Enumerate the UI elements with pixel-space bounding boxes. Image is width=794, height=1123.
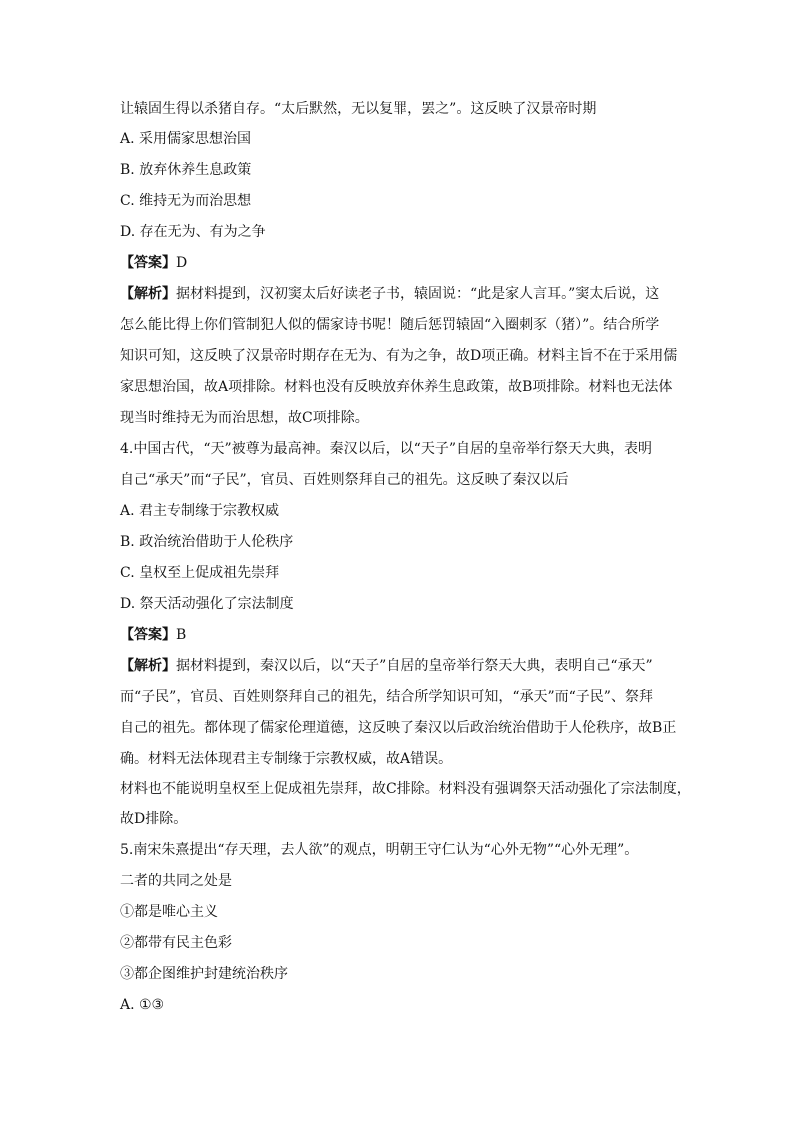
answer-value: D (176, 255, 188, 271)
answer-label: 【答案】 (120, 255, 176, 271)
q5-option-a: A. ①③ (120, 997, 165, 1013)
q4-answer (120, 624, 186, 646)
q3-analysis-line-3: 知识可知，这反映了汉景帝时期存在无为、有为之争，故D项正确。材料主旨不在于采用儒 (120, 348, 678, 364)
q4-stem-line-2: 自己“承天”而“子民”，官员、百姓则祭拜自己的祖先。这反映了秦汉以后 (120, 472, 569, 488)
analysis-text: 据材料提到，汉初窦太后好读老子书，辕固说：“此是家人言耳。”窦太后说，这 (176, 286, 660, 302)
q4-option-a: A. 君主专制缘于宗教权威 (120, 503, 280, 519)
q4-analysis-line-2: 而“子民”，官员、百姓则祭拜自己的祖先，结合所学知识可知，“承天”而“子民”、祭拜 (120, 689, 653, 705)
q5-item-1: ①都是唯心主义 (120, 904, 218, 920)
q4-analysis-extra-1: 材料也不能说明皇权至上促成祖先崇拜，故C排除。材料没有强调祭天活动强化了宗法制度， (120, 781, 691, 797)
q4-analysis-line-4: 确。材料无法体现君主专制缘于宗教权威，故A错误。 (120, 751, 453, 767)
answer-value: B (176, 627, 187, 643)
q3-analysis-line-2: 怎么能比得上你们管制犯人似的儒家诗书呢！随后惩罚辕固“入圈刺豕（猪）”。结合所学 (120, 317, 660, 333)
q3-option-d: D. 存在无为、有为之争 (120, 224, 266, 240)
q4-stem-line-1: 4.中国古代，“天”被尊为最高神。秦汉以后，以“天子”自居的皇帝举行祭天大典，表明 (120, 441, 652, 457)
analysis-label: 【解析】 (120, 286, 176, 302)
analysis-text: 据材料提到，秦汉以后，以“天子”自居的皇帝举行祭天大典，表明自己“承天” (176, 658, 653, 674)
q4-option-d: D. 祭天活动强化了宗法制度 (120, 596, 294, 612)
q3-analysis-line-5: 现当时维持无为而治思想，故C项排除。 (120, 410, 369, 426)
q3-stem-tail: 让辕固生得以杀猪自存。“太后默然，无以复罪，罢之”。这反映了汉景帝时期 (120, 101, 597, 117)
q3-option-a: A. 采用儒家思想治国 (120, 131, 252, 147)
q3-answer (120, 252, 187, 274)
q4-analysis-line-1 (120, 655, 653, 677)
q4-analysis-line-3: 自己的祖先。都体现了儒家伦理道德，这反映了秦汉以后政治统治借助于人伦秩序，故B正 (120, 720, 677, 736)
q4-option-c: C. 皇权至上促成祖先崇拜 (120, 565, 280, 581)
q3-option-b: B. 放弃休养生息政策 (120, 162, 252, 178)
q5-stem-line-2: 二者的共同之处是 (120, 873, 232, 889)
q5-item-3: ③都企图维护封建统治秩序 (120, 966, 288, 982)
q3-analysis-line-1 (120, 283, 659, 305)
q5-stem-line-1: 5.南宋朱熹提出“存天理，去人欲”的观点，明朝王守仁认为“心外无物”“心外无理”。 (120, 842, 639, 858)
q3-analysis-line-4: 家思想治国，故A项排除。材料也没有反映放弃休养生息政策，故B项排除。材料也无法体 (120, 379, 673, 395)
q3-option-c: C. 维持无为而治思想 (120, 193, 252, 209)
q4-analysis-extra-2: 故D排除。 (120, 811, 188, 827)
answer-label: 【答案】 (120, 627, 176, 643)
analysis-label: 【解析】 (120, 658, 176, 674)
q5-item-2: ②都带有民主色彩 (120, 935, 232, 951)
q4-option-b: B. 政治统治借助于人伦秩序 (120, 534, 294, 550)
